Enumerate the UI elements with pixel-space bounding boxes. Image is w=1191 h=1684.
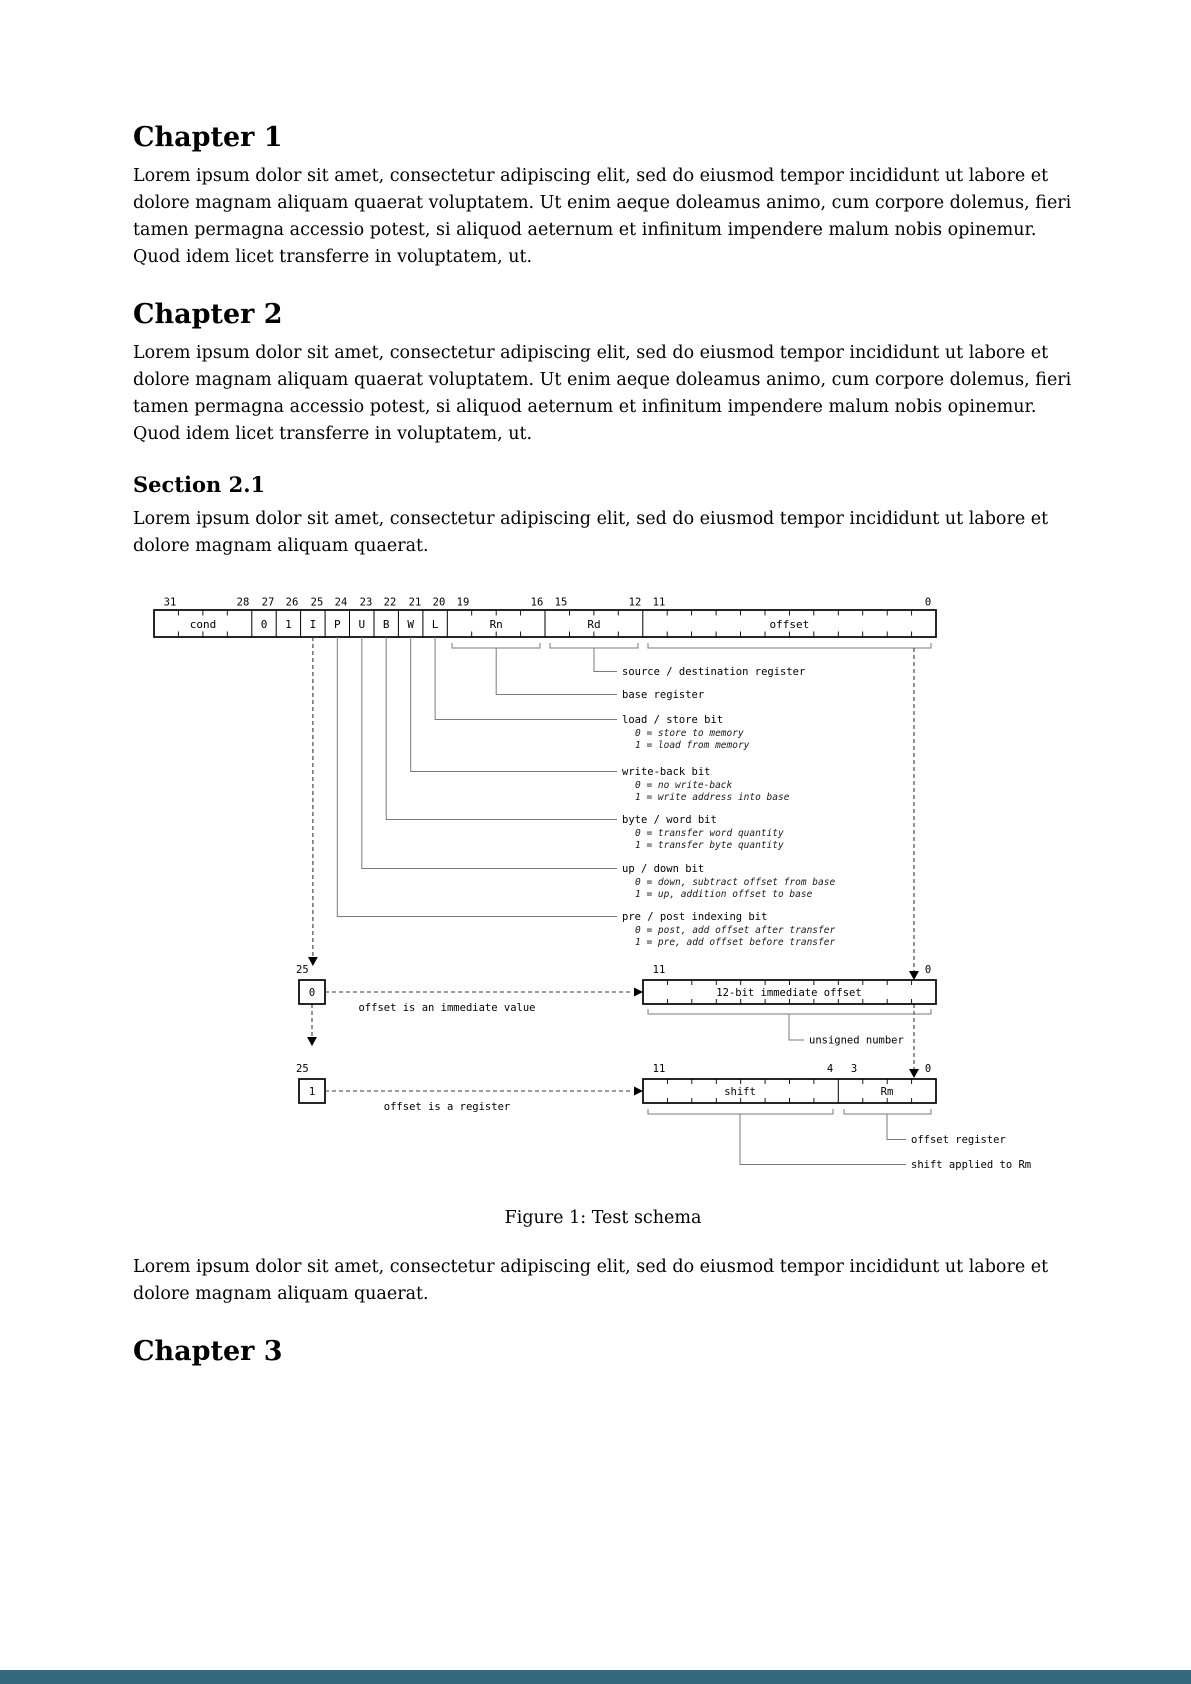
bit-label-21: 21 [408,596,422,609]
register-branch [296,1063,1031,1171]
callout-base-register: base register [622,689,705,701]
callout-lines [337,637,617,917]
shift-applied-label: shift applied to Rm [911,1159,1032,1171]
note-byte-word-0: 0 = transfer word quantity [635,828,784,839]
figure-caption: Figure 1: Test schema [504,1208,702,1228]
footer-bar [0,1670,1191,1684]
chapter-1-paragraph: Lorem ipsum dolor sit amet, consectetur adipiscing elit, sed do eiusmod tempor incididunt ut labore et dolore magnam aliquam quaerat voluptatem. Ut enim aeque doleamus animo, cum corpore dolemus, fieri tamen permagna accessio potest, si aliquod aeternum et infinitum impendere malum nobis opinemur. Quod idem licet transferre in voluptatem, ut. [133,166,1072,267]
note-pre-post-1: 1 = pre, add offset before transfer [635,937,836,948]
note-load-store-0: 0 = store to memory [635,728,744,739]
field-cond: cond [189,618,217,631]
imm-box-label: 12-bit immediate offset [716,987,862,999]
imm-bit25-label: 25 [296,964,309,976]
rm-field-label: Rm [880,1086,894,1098]
section-2-1-heading: Section 2.1 [133,472,266,497]
note-pre-post-0: 0 = post, add offset after transfer [635,925,836,936]
bit-label-28: 28 [236,596,250,609]
bit-label-12: 12 [628,596,642,609]
unsigned-number-label: unsigned number [809,1034,904,1047]
after-figure-paragraph: Lorem ipsum dolor sit amet, consectetur adipiscing elit, sed do eiusmod tempor incididunt ut labore et dolore magnam aliquam quaerat. [133,1257,1049,1304]
right-arrow-icon [634,988,643,997]
bit-label-26: 26 [285,596,299,609]
reg-bit-0: 0 [924,1063,932,1075]
note-write-back-1: 1 = write address into base [635,792,790,803]
field-U: U [358,618,366,631]
chapter-2-paragraph: Lorem ipsum dolor sit amet, consectetur adipiscing elit, sed do eiusmod tempor incididunt ut labore et dolore magnam aliquam quaerat voluptatem. Ut enim aeque doleamus animo, cum corpore dolemus, fieri tamen permagna accessio potest, si aliquod aeternum et infinitum impendere malum nobis opinemur. Quod idem licet transferre in voluptatem, ut. [133,343,1072,444]
chapter-1-heading: Chapter 1 [133,122,283,153]
callout-write-back: write-back bit [622,766,711,778]
imm-bit-value: 0 [308,987,316,999]
field-offset: offset [769,618,810,631]
field-I: I [309,618,317,631]
reg-bit-3: 3 [850,1063,858,1075]
reg-bit-4: 4 [826,1063,834,1075]
field-Rd: Rd [587,618,601,631]
reg-arrow-label: offset is a register [383,1101,511,1113]
down-arrow-icon [909,1069,919,1078]
field-bit26: 1 [285,618,292,631]
note-byte-word-1: 1 = transfer byte quantity [635,840,784,851]
down-arrow-icon [307,1037,317,1046]
imm-bit-11: 11 [652,964,666,976]
main-register-box [154,610,936,637]
i-bit-dashed-line [307,637,318,1046]
main-bit-labels [164,597,931,609]
callout-up-down: up / down bit [622,863,705,875]
field-brackets [452,643,931,648]
instruction-format-diagram [143,590,1043,1190]
imm-bit-0: 0 [924,964,932,976]
chapter-3-heading: Chapter 3 [133,1336,283,1367]
imm-arrow-label: offset is an immediate value [358,1002,536,1014]
bit-label-15: 15 [554,596,568,609]
right-arrow-icon [634,1087,643,1096]
note-up-down-0: 0 = down, subtract offset from base [635,877,836,888]
bit-label-23: 23 [359,596,373,609]
callout-load-store: load / store bit [622,714,724,726]
chapter-2-heading: Chapter 2 [133,299,283,330]
shift-field-label: shift [724,1086,756,1098]
field-B: B [382,618,390,631]
callout-byte-word: byte / word bit [622,814,717,826]
callout-pre-post: pre / post indexing bit [622,911,768,923]
note-up-down-1: 1 = up, addition offset to base [635,889,813,900]
field-L: L [431,618,439,631]
immediate-branch [296,964,936,1047]
note-write-back-0: 0 = no write-back [635,780,733,791]
offset-register-label: offset register [911,1134,1006,1146]
field-W: W [407,618,415,631]
down-arrow-icon [909,971,919,980]
bit-label-19: 19 [456,596,470,609]
field-Rn: Rn [489,618,503,631]
bit-label-22: 22 [383,596,397,609]
bit-label-25: 25 [310,596,324,609]
section-2-1-paragraph: Lorem ipsum dolor sit amet, consectetur adipiscing elit, sed do eiusmod tempor incididunt ut labore et dolore magnam aliquam quaerat. [133,509,1049,556]
bit-label-27: 27 [261,596,275,609]
field-P: P [333,618,341,631]
reg-bit-11: 11 [652,1063,666,1075]
callout-source-destination: source / destination register [622,666,806,678]
bit-label-11: 11 [652,596,666,609]
bit-label-16: 16 [530,596,544,609]
field-bit27: 0 [260,618,268,631]
callout-labels [622,666,835,948]
bit-label-20: 20 [432,596,446,609]
bit-label-31: 31 [163,596,177,609]
reg-bit-value: 1 [308,1086,316,1098]
down-arrow-icon [308,957,318,966]
bit-label-24: 24 [334,596,348,609]
bit-label-0: 0 [924,596,932,609]
note-load-store-1: 1 = load from memory [635,740,750,751]
reg-bit25-label: 25 [296,1063,309,1075]
figure-1 [143,590,1191,1194]
